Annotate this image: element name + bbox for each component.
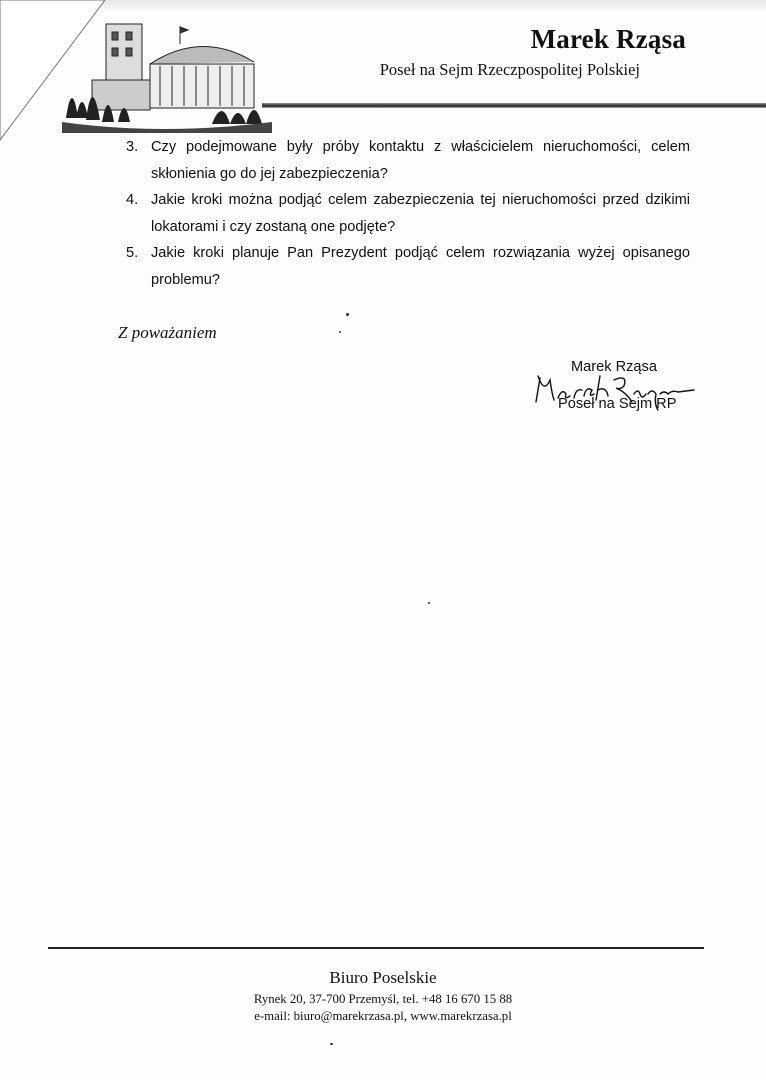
- question-text: Czy podejmowane były próby kontaktu z właścicielem nieruchomości, celem skłonienia go do jej zabezpieczenia?: [151, 139, 690, 182]
- question-item: [118, 240, 690, 293]
- scan-speck: [339, 331, 341, 333]
- header-rule: [262, 103, 766, 108]
- signatory-name: Marek Rząsa: [571, 359, 657, 375]
- question-item: [118, 187, 690, 240]
- scan-speck: [428, 602, 430, 604]
- sender-name: Marek Rząsa: [530, 24, 686, 54]
- question-text: Jakie kroki można podjąć celem zabezpieczenia tej nieruchomości przed dzikimi lokatorami i czy zostaną one podjęte?: [151, 192, 690, 235]
- scan-speck: [330, 1043, 333, 1045]
- question-number: 3.: [126, 139, 139, 155]
- footer-rule: [48, 947, 704, 949]
- footer-office-title: Biuro Poselskie: [329, 968, 437, 987]
- footer-contact: e-mail: biuro@marekrzasa.pl, www.marekrzasa.pl: [254, 1009, 512, 1023]
- question-text: Jakie kroki planuje Pan Prezydent podjąć celem rozwiązania wyżej opisanego problemu?: [151, 245, 690, 288]
- question-list: [118, 134, 690, 293]
- signatory-role: Poseł na Sejm RP: [558, 396, 677, 412]
- sejm-building-logo: [62, 18, 272, 133]
- question-number: 4.: [126, 192, 139, 208]
- sender-title: Poseł na Sejm Rzeczpospolitej Polskiej: [379, 60, 640, 79]
- scan-speck: [346, 313, 349, 316]
- closing-salutation: Z poważaniem: [118, 323, 217, 342]
- question-item: [118, 134, 690, 187]
- question-number: 5.: [126, 245, 139, 261]
- scan-top-shadow: [0, 0, 766, 14]
- footer-address: Rynek 20, 37-700 Przemyśl, tel. +48 16 670 15 88: [253, 992, 513, 1006]
